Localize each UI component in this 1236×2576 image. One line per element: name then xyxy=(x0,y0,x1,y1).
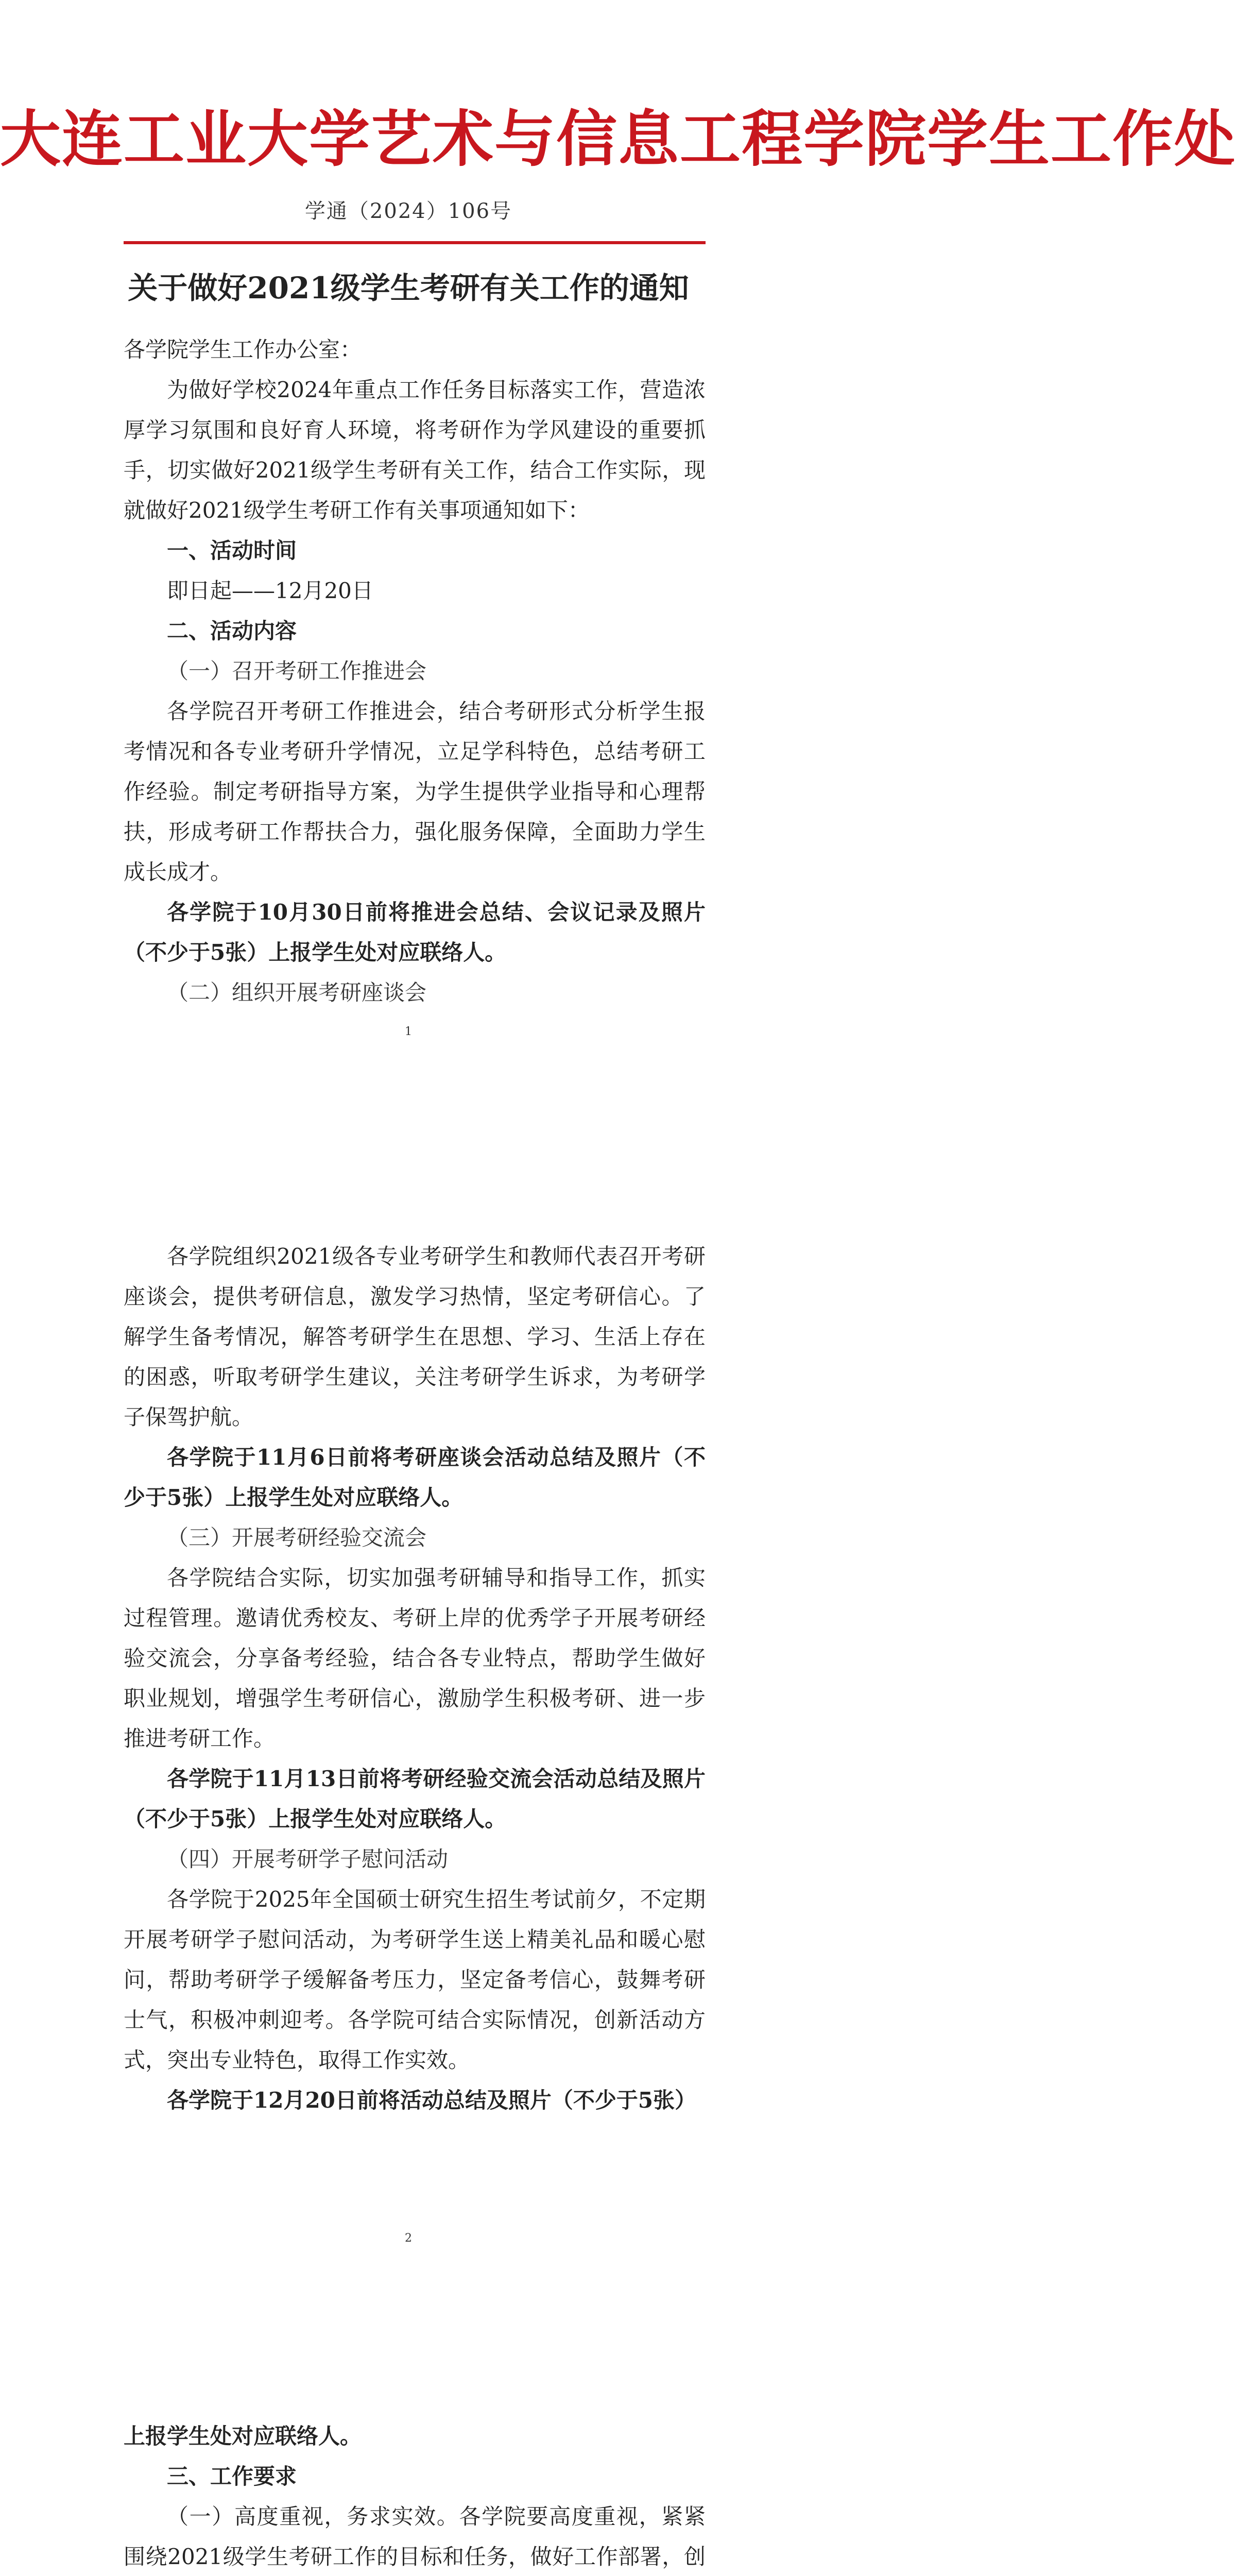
page-number-1: 1 xyxy=(405,1025,412,1038)
issuing-organization: 大连工业大学艺术与信息工程学院学生工作处 xyxy=(0,103,1236,175)
item-2-deadline: 各学院于11月6日前将考研座谈会活动总结及照片（不少于5张）上报学生处对应联络人。 xyxy=(124,1445,706,1510)
red-divider xyxy=(124,241,706,244)
page-2 xyxy=(0,1082,817,2267)
document-number: 学通（2024）106号 xyxy=(304,199,512,223)
requirement-1: （一）高度重视，务求实效。各学院要高度重视，紧紧围绕2021级学生考研工作的目标和任务，做好工作部署，创 xyxy=(124,2504,706,2569)
salutation: 各学院学生工作办公室： xyxy=(124,337,362,362)
item-3-heading: （三）开展考研经验交流会 xyxy=(167,1525,427,1550)
item-4-heading: （四）开展考研学子慰问活动 xyxy=(167,1846,449,1872)
page-1-body xyxy=(124,330,706,1013)
item-1-heading: （一）召开考研工作推进会 xyxy=(167,658,427,684)
page-2-body xyxy=(124,1236,706,2121)
intro-paragraph: 为做好学校2024年重点工作任务目标落实工作，营造浓厚学习氛围和良好育人环境，将考研作为学风建设的重要抓手，切实做好2021级学生考研有关工作，结合工作实际，现就做好2021级学生考研工作有关事项通知如下： xyxy=(124,377,706,523)
page-1 xyxy=(0,0,1236,1082)
item-4-deadline-part-2: 上报学生处对应联络人。 xyxy=(124,2424,362,2449)
section-1-text: 即日起——12月20日 xyxy=(167,578,373,603)
item-4-deadline-part-1: 各学院于12月20日前将活动总结及照片（不少于5张） xyxy=(167,2088,697,2113)
page-3 xyxy=(0,2267,817,2576)
item-2-text: 各学院组织2021级各专业考研学生和教师代表召开考研座谈会，提供考研信息，激发学习热情，坚定考研信心。了解学生备考情况，解答考研学生在思想、学习、生活上存在的困惑，听取考研学生建议，关注考研学生诉求，为考研学子保驾护航。 xyxy=(124,1244,706,1430)
item-1-text: 各学院召开考研工作推进会，结合考研形式分析学生报考情况和各专业考研升学情况，立足学科特色，总结考研工作经验。制定考研指导方案，为学生提供学业指导和心理帮扶，形成考研工作帮扶合力，强化服务保障，全面助力学生成长成才。 xyxy=(124,699,706,885)
item-3-text: 各学院结合实际，切实加强考研辅导和指导工作，抓实过程管理。邀请优秀校友、考研上岸的优秀学子开展考研经验交流会，分享备考经验，结合各专业特点，帮助学生做好职业规划，增强学生考研信心，激励学生积极考研、进一步推进考研工作。 xyxy=(124,1565,706,1751)
section-1-heading: 一、活动时间 xyxy=(167,538,297,563)
page-number-2: 2 xyxy=(405,2232,412,2245)
item-1-deadline: 各学院于10月30日前将推进会总结、会议记录及照片（不少于5张）上报学生处对应联络人。 xyxy=(124,900,706,965)
item-3-deadline: 各学院于11月13日前将考研经验交流会活动总结及照片（不少于5张）上报学生处对应联络人。 xyxy=(124,1766,706,1832)
notice-title: 关于做好2021级学生考研有关工作的通知 xyxy=(128,270,689,306)
section-2-heading: 二、活动内容 xyxy=(167,618,297,643)
section-3-heading: 三、工作要求 xyxy=(167,2464,297,2489)
page-3-body xyxy=(124,2416,706,2576)
item-2-heading: （二）组织开展考研座谈会 xyxy=(167,980,427,1005)
item-4-text: 各学院于2025年全国硕士研究生招生考试前夕，不定期开展考研学子慰问活动，为考研学生送上精美礼品和暖心慰问，帮助考研学子缓解备考压力，坚定备考信心，鼓舞考研士气，积极冲刺迎考。各学院可结合实际情况，创新活动方式，突出专业特色，取得工作实效。 xyxy=(124,1887,706,2073)
